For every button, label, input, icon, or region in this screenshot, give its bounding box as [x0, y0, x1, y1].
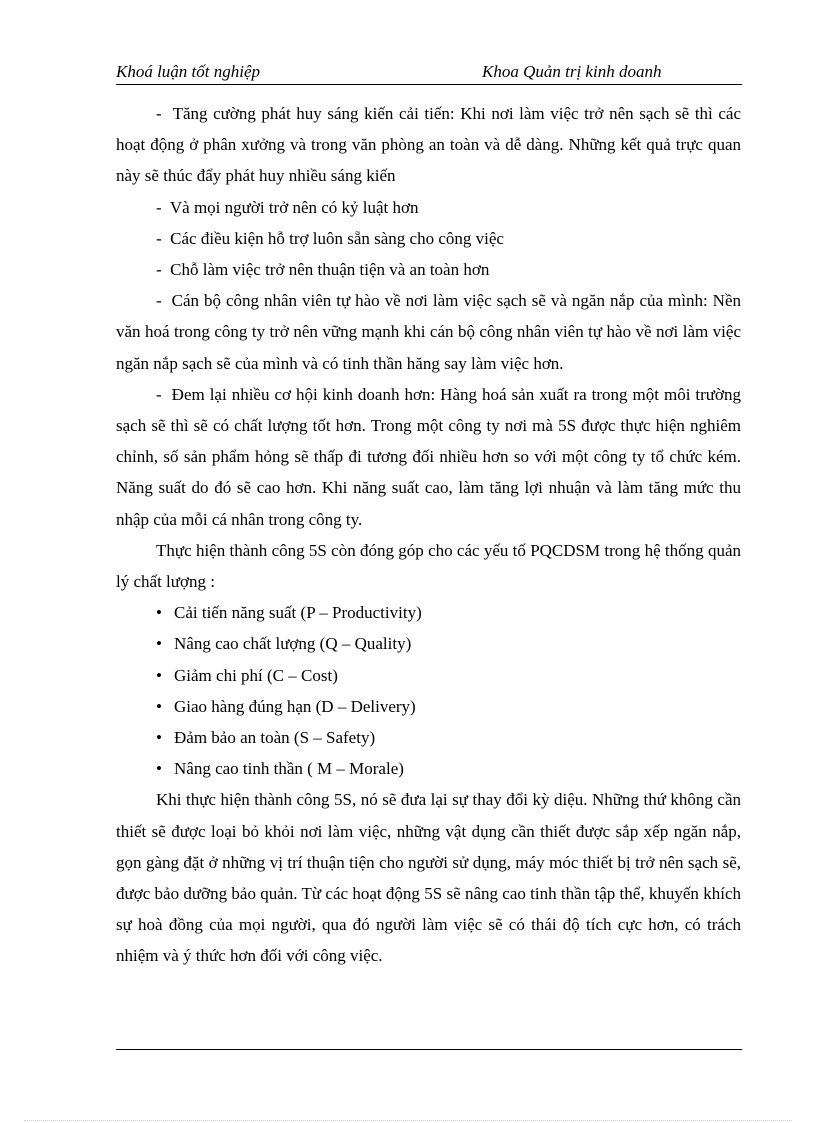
dash-item-text: Và mọi người trở nên có kỷ luật hơn: [169, 197, 419, 217]
dash-marker: -: [156, 260, 162, 280]
dash-item-text: Tăng cường phát huy sáng kiến cải tiến: Khi nơi làm việc trở nên sạch sẽ thì các hoạt động ở phân xưởng và trong văn phòng an toàn và dễ dàng. Những kết quả trực quan này sẽ thúc đẩy phát huy nhiều sáng kiến: [116, 104, 741, 186]
list-item: [116, 597, 741, 628]
dash-item-support: [116, 223, 741, 254]
dash-marker: -: [156, 384, 162, 404]
list-item-text: Giao hàng đúng hạn (D – Delivery): [174, 696, 416, 716]
dash-item-text: Các điều kiện hỗ trợ luôn sẵn sàng cho công việc: [170, 228, 504, 248]
list-item-text: Đảm bảo an toàn (S – Safety): [174, 728, 376, 748]
pqcdsm-list: [116, 597, 741, 784]
list-item-text: Cải tiến năng suất (P – Productivity): [174, 603, 422, 623]
header-faculty-label: Khoa Quản trị kinh doanh: [482, 62, 662, 81]
closing-paragraph: Khi thực hiện thành công 5S, nó sẽ đưa lại sự thay đổi kỳ diệu. Những thứ không cần thiết sẽ được loại bỏ khỏi nơi làm việc, những vật dụng cần thiết được sắp xếp ngăn nắp, gọn gàng đặt ở những vị trí thuận tiện cho người sử dụng, máy móc thiết bị trở nên sạch sẽ, được bảo dưỡng bảo quản. Từ các hoạt động 5S sẽ nâng cao tinh thần tập thể, khuyến khích sự hoà đồng của mọi người, qua đó người làm việc sẽ có thái độ tích cực hơn, có trách nhiệm và ý thức hơn đối với công việc.: [116, 790, 741, 966]
page-content: [116, 98, 741, 972]
page-bottom-edge: [24, 1120, 792, 1121]
dash-item-business: [116, 379, 741, 535]
dash-marker: -: [156, 197, 162, 217]
dash-marker: -: [156, 104, 162, 123]
footer-divider: [116, 1049, 742, 1050]
list-item: [116, 628, 741, 659]
intro-paragraph: Thực hiện thành công 5S còn đóng góp cho các yếu tố PQCDSM trong hệ thống quản lý chất lượng :: [116, 540, 741, 592]
bullet-icon: •: [156, 759, 162, 779]
list-item: [116, 660, 741, 691]
bullet-icon: •: [156, 696, 162, 716]
bullet-icon: •: [156, 603, 162, 623]
list-item: [116, 722, 741, 753]
list-item: [116, 691, 741, 722]
bullet-icon: •: [156, 634, 162, 654]
bullet-icon: •: [156, 665, 162, 685]
dash-item-innovation: [116, 98, 741, 192]
bullet-icon: •: [156, 728, 162, 748]
dash-marker: -: [156, 291, 162, 311]
dash-marker: -: [156, 228, 162, 248]
list-item-text: Giảm chi phí (C – Cost): [174, 665, 338, 685]
dash-item-text: Cán bộ công nhân viên tự hào về nơi làm việc sạch sẽ và ngăn nắp của mình: Nền văn hoá trong công ty trở nên vững mạnh khi cán bộ công nhân viên tự hào về nơi làm việc ngăn nắp sạch sẽ của mình và có tinh thần hăng say làm việc hơn.: [116, 291, 741, 373]
dash-item-pride: [116, 285, 741, 379]
page-header: [116, 62, 742, 85]
list-item: [116, 753, 741, 784]
dash-item-text: Chỗ làm việc trở nên thuận tiện và an toàn hơn: [170, 260, 490, 280]
dash-item-workplace: [116, 254, 741, 285]
dash-item-discipline: [116, 192, 741, 223]
header-thesis-label: Khoá luận tốt nghiệp: [116, 62, 261, 81]
list-item-text: Nâng cao tinh thần ( M – Morale): [174, 759, 404, 779]
list-item-text: Nâng cao chất lượng (Q – Quality): [174, 634, 412, 654]
dash-item-text: Đem lại nhiều cơ hội kinh doanh hơn: Hàng hoá sản xuất ra trong một môi trường sạch sẽ thì sẽ có chất lượng tốt hơn. Trong một công ty nơi mà 5S được thực hiện nghiêm chỉnh, số sản phẩm hỏng sẽ thấp đi tương đối nhiều hơn so với một công ty tổ chức kém. Năng suất do đó sẽ cao hơn. Khi năng suất cao, làm tăng lợi nhuận và làm tăng mức thu nhập của mỗi cá nhân trong công ty.: [116, 384, 742, 529]
